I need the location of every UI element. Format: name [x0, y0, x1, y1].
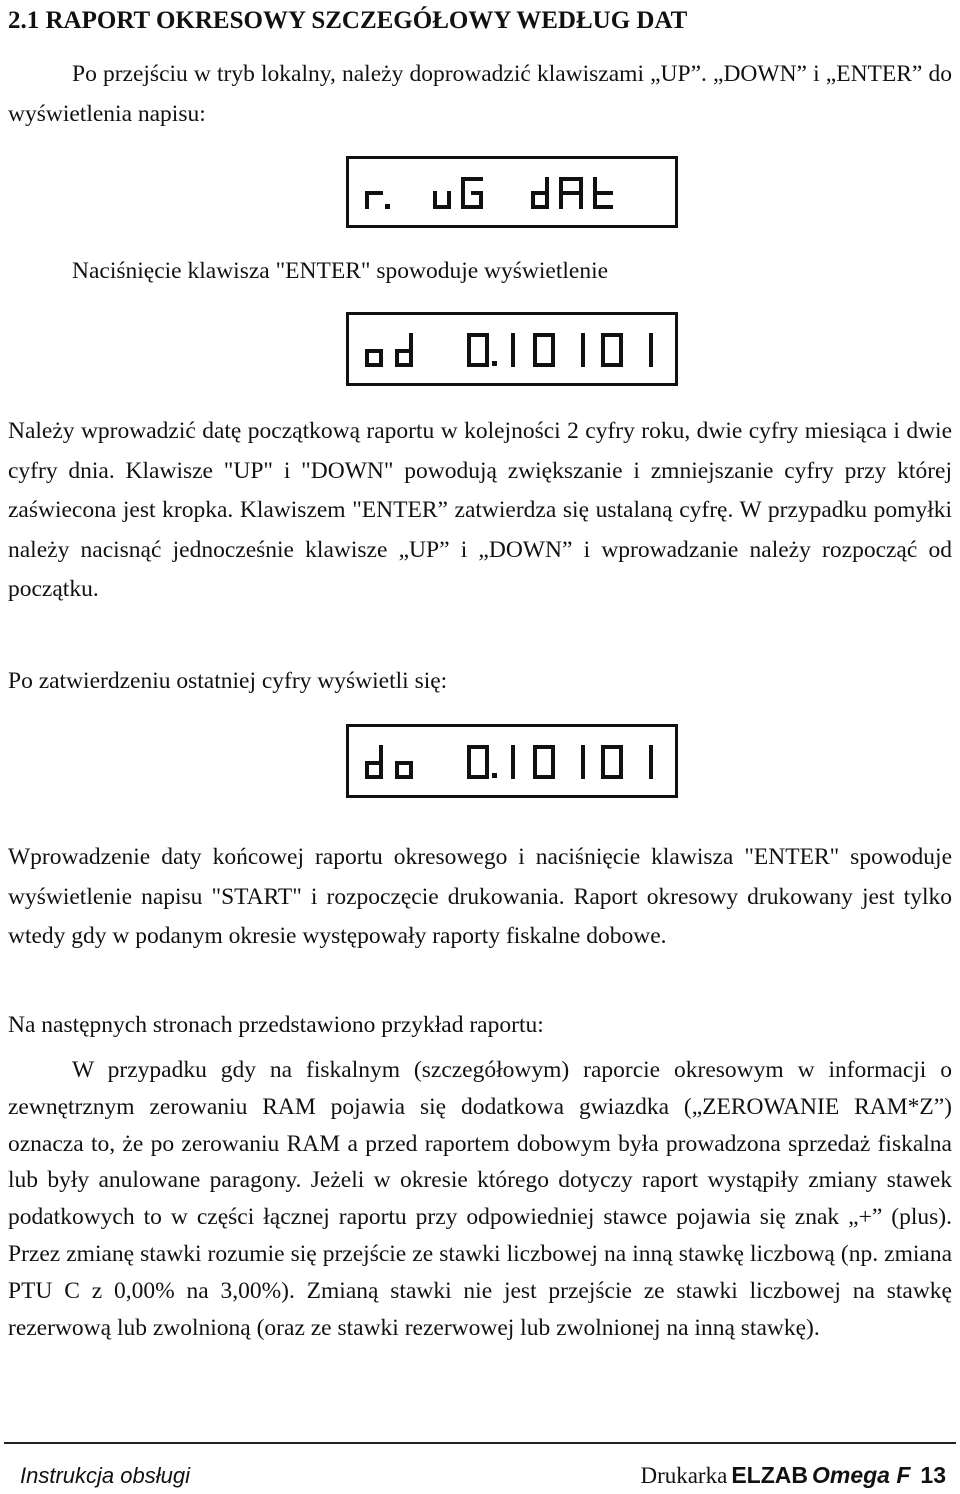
example-note: Na następnych stronach przedstawiono przykład raportu: — [8, 1012, 544, 1038]
footer-divider — [4, 1442, 956, 1444]
footer-manual-title: Instrukcja obsługi — [20, 1463, 190, 1488]
date-instructions: Należy wprowadzić datę początkową raportu w kolejności 2 cyfry roku, dwie cyfry miesiąca i dwie cyfry dnia. Klawisze "UP" i "DOWN" powodują zwiększanie i zmniejszanie cyfry przy której zaświecona jest kropka. Klawiszem "ENTER” zatwierdza się ustalaną cyfrę. W przypadku pomyłki należy nacisnąć jednocześnie klawisze „UP” i „DOWN” i wprowadzanie należy rozpocząć od początku. — [8, 418, 952, 602]
lcd-display-start-date — [346, 312, 678, 386]
footer-device-prefix: Drukarka — [640, 1463, 728, 1488]
after-confirm-note: Po zatwierdzeniu ostatniej cyfry wyświetli się: — [8, 668, 448, 694]
footer-brand: ELZAB — [731, 1462, 808, 1488]
section-heading: 2.1 RAPORT OKRESOWY SZCZEGÓŁOWY WEDŁUG DAT — [8, 7, 688, 34]
lcd-display-report-mode — [346, 156, 678, 228]
footer-model: Omega F — [811, 1462, 911, 1488]
footer-device — [640, 1460, 946, 1494]
page-number: 13 — [920, 1462, 946, 1488]
end-date-paragraph: Wprowadzenie daty końcowej raportu okresowego i naciśnięcie klawisza "ENTER" spowoduje wyświetlenie napisu "START" i rozpoczęcie drukowania. Raport okresowy drukowany jest tylko wtedy gdy w podanym okresie występowały raporty fiskalne dobowe. — [8, 844, 952, 949]
lcd-display-end-date — [346, 724, 678, 798]
enter-note: Naciśnięcie klawisza "ENTER" spowoduje wyświetlenie — [72, 258, 609, 284]
intro-paragraph: Po przejściu w tryb lokalny, należy doprowadzić klawiszami „UP”. „DOWN” i „ENTER” do wyświetlenia napisu: — [8, 61, 952, 127]
details-paragraph: W przypadku gdy na fiskalnym (szczegółowym) raporcie okresowym w informacji o zewnętrznym zerowaniu RAM pojawia się dodatkowa gwiazdka („ZEROWANIE RAM*Z”) oznacza to, że po zerowaniu RAM a przed raportem dobowym była prowadzona sprzedaż fiskalna lub były anulowane paragony. Jeżeli w okresie którego dotyczy raport wystąpiły zmiany stawek podatkowych to w części łącznej raportu przy odpowiedniej stawce pojawia się znak „+” (plus). Przez zmianę stawki rozumie się przejście ze stawki liczbowej na inną stawkę liczbową (np. zmiana PTU C z 0,00% na 3,00%). Zmianą stawki nie jest przejście ze stawki liczbowej na stawkę rezerwową lub zwolnioną (oraz ze stawki rezerwowej lub zwolnionej na inną stawkę). — [8, 1057, 952, 1341]
